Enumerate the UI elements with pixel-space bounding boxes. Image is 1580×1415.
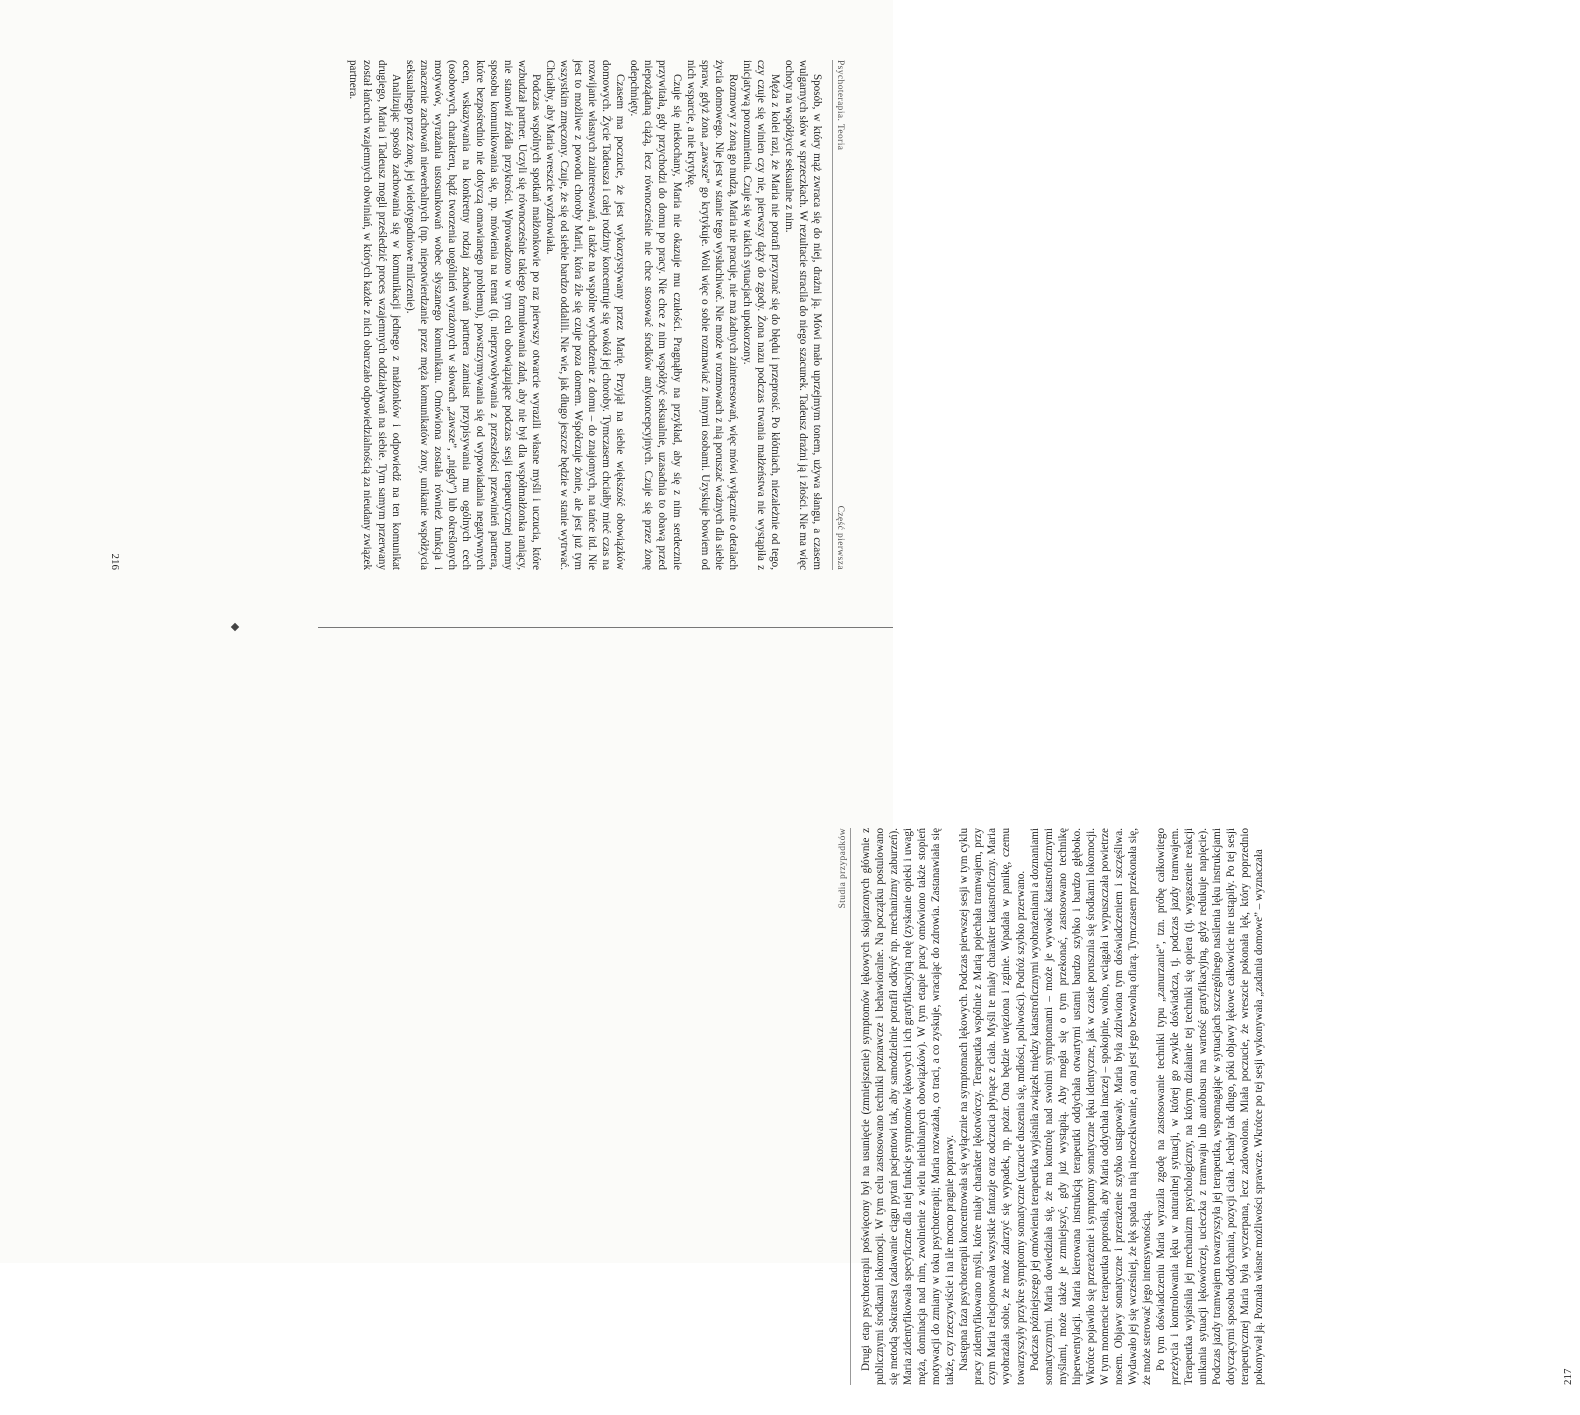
header-part-title: Część pierwsza — [835, 505, 845, 570]
paragraph: Analizując sposób zachowania się w komunikacji jednego z małżonków i odpowiedź na ten komunikat drugiego, Maria i Tadeusz mogli prześledzić proces wzajemnych oddziaływań na siebie. Tym samym przerwany został łańcuch wzajemnych obwiniań, w których każde z nich obarczało odpowiedzialnością za nieudany związek partnera. — [347, 60, 402, 570]
page-number: 217 — [1562, 1368, 1574, 1385]
paragraph: Męża z kolei razi, że Maria nie potrafi przyznać się do błędu i przeprosić. Po kłótniach, niezależnie od tego, czy czuje się winien czy nie, pierwszy dąży do zgody. Żona nazu podczas trwania małżeństwa nie wystąpiła z inicjatywą porozumienia. Czuje się w takich sytuacjach upokorzony. — [740, 60, 781, 570]
right-page — [790, 790, 1580, 1415]
paragraph: Czasem ma poczucie, że jest wykorzystywany przez Marię. Przyjął na siebie większość obowiązków domowych. Życie Tadeusza i całej rodziny koncentruje się wokół jej choroby. Tymczasem chciałby mieć czas na rozwijanie własnych zainteresowań, a także na wspólne wychodzenie z domu – do znajomych, na tańce itd. Nie jest to możliwe z powodu choroby Marii, która źle się czuje poza domem. Współczuje żonie, ale jest już tym wszystkim zmęczony. Czuje, że się od siebie bardzo oddalili. Nie wie, jak długo jeszcze będzie w stanie wytrwać. Chciałby, aby Maria wreszcie wyzdrowiała. — [544, 60, 627, 570]
running-header — [832, 60, 845, 570]
paragraph: Następna faza psychoterapii koncentrowała się wyłącznie na symptomach lękowych. Podczas pierwszej sesji w tym cyklu pracy zidentyfikowano myśli, które miały charakter lękotwórczy. Terapeutka wspólnie z Marią pojechała tramwajem, przy czym Maria relacjonowała wszystkie fantazje oraz odczucia płynące z ciała. Myśli te miały charakter katastroficzny. Maria wyobrażała sobie, że może zdarzyć się wypadek, np. pożar. Ona będzie uwięziona i zginie. Wpadała w panikę, czemu towarzyszyły przykre symptomy somatyczne (uczucie duszenia się, mdłości, poliwości). Podróż szybko przerwano. — [958, 828, 1027, 1385]
paragraph: Drugi etap psychoterapii poświęcony był na usunięcie (zmniejszenie) symptomów lękowych skojarzonych głównie z publicznymi środkami lokomocji. W tym celu zastosowano techniki poznawcze i behawioralne. Na początku postulowano się metodą Sokratesa (zadawanie ciągu pytań pacjentowi tak, aby samodzielnie potrafił odkryć np. mechanizmy zaburzeń). Maria zidentyfikowała specyficzne dla niej funkcje symptomów lękowych i ich gratyfikacyjną rolę (zyskanie opieki i uwagi męża, dominacja nad nim, zwolnienie z wielu nielubianych obowiązków). W tym etapie pracy omówiono także stopień motywacji do zmiany w toku psychoterapii; Maria rozważała, co traci, a co zyskuje, wracając do zdrowia. Zastanawiała się także, czy rzeczywiście i na ile mocno pragnie poprawy. — [860, 828, 957, 1385]
page-gutter — [0, 622, 893, 634]
scan-mark — [231, 623, 239, 631]
paragraph: Podczas późniejszego jej omówienia terapeutka wyjaśniła związek między katastroficznymi wyobrażeniami a doznaniami somatycznymi. Maria dowiedziała się, że ma kontrolę nad swoimi symptomami – może je wywołać katastroficznymi myślami, może także je zmniejszyć, gdy już wystąpią. Aby mogła się o tym przekonać, zastosowano technikę hiperwentylacji. Maria kierowana instrukcją terapeutki oddychała otwartymi ustami bardzo szybko i bardzo głęboko. Wkrótce pojawiło się przerażenie i symptomy somatyczne lęku identyczne, jak w czasie porusznia się środkami lokomocji. W tym momencie terapeutka poprosiła, aby Maria oddychała inaczej – spokojnie, wolno, wciągała i wypuszczała powietrze nosem. Objawy somatyczne i przerażenie szybko ustąpowały. Maria była zdziwiona tym doświadczeniem i szczęśliwa. Wydawało jej się wcześniej, że lęk spada na nią nieoczekiwanie, a ona jest jego bezwolną ofiarą. Tymczasem przekonała się, że może sterować jego intensywnością. — [1028, 828, 1153, 1385]
gutter-line — [318, 627, 893, 628]
paragraph: Czuje się niekochany, Maria nie okazuje mu czułości. Pragnąłby na przykład, aby się z nim serdecznie przywitała, gdy przychodzi do domu po pracy. Nie chce z nim współżyć seksualnie, uzasadnia to obawą przed niepożądaną ciążą, lecz równocześnie nie chce stosować środków antykoncepcyjnych. Czuje się przez żonę odepchnięty. — [628, 60, 683, 570]
paragraph: Rozmowy z żoną go nudzą, Maria nie pracuje, nie ma żadnych zainteresowań, więc mówi wyłącznie o detalach życia domowego. Nie jest w stanie tego wysłuchiwać. Nie może w rozmowach z nią poruszać ważnych dla siebie spraw, gdyż żona „zawsze” go krytykuje. Woli więc o sobie rozmawiać z innymi osobami. Uzyskuje bowiem od nich wsparcie, a nie krytykę. — [684, 60, 739, 570]
page-number: 216 — [109, 553, 121, 570]
paragraph: Po tym doświadczeniu Maria wyraziła zgodę na zastosowanie techniki typu „zanurzanie”, tzn. próbę całkowitego przeżycia i kontrolowania lęku w naturalnej sytuacji, w której go zwykle doświadcza, tj. podczas jazdy tramwajem. Terapeutka wyjaśniła jej mechanizm psychologiczny, na którym działanie tej techniki się opiera (tj. wygaszenie reakcji unikania sytuacji lękowórczej, ucieczka z tramwaju lub autobusu ma wartość gratyfikacyjną, gdyż redukuje napięcie). Podczas jazdy tramwajem towarzyszyła jej terapeutka, wspomagając w sytuacjach szczególnego nasilenia lęku instrukcjami dotyczącymi sposobu oddychania, pozycji ciała. Jechały tak długo, póki objawy lękowe całkowicie nie ustąpiły. Po tej sesji terapeutycznej Maria była wyczerpana, lecz zadowolona. Miała poczucie, że wreszcie pokonała lęk, który poprzednio pokonywał ją. Poznała własne możliwości sprawcze. Wkrótce po tej sesji wykonywała „zadania domowe” – wyznaczała — [1154, 828, 1266, 1385]
paragraph: Podczas wspólnych spotkań małżonkowie po raz pierwszy otwarcie wyrazili własne myśli i uczucia, które wzbudzał partner. Uczyli się równocześnie takiego formułowania zdań, aby nie był dla współmałżonka raniący, nie stanowił źródła przykrości. Wprowadzono w tym celu obowiązujące podczas sesji terapeutycznej normy sposobu komunikowania się, np. mówienia na temat (tj. nieprzywoływania z przeszłości przewinień partnera, które bezpośrednio nie dotyczą omawianego problemu), powstrzymywania się od wypowiadania negatywnych ocen, wskazywania na konkretny rodzaj zachowań partnera zamiast przypisywania mu ogólnych cech (osobowych, charakteru, bądź tworzenia uogólnień wyrażonych w słowach „zawsze”, „nigdy”) lub określonych motywów, wyrażania ustosunkowań wobec słyszanego komunikatu. Omówiona została również funkcja i znaczenie zachowań niewerbalnych (np. niepotwierdzanie przez męża komunikatów żony, unikanie współżycia seksualnego przez żonę, jej wielotygodniowe milczenie). — [403, 60, 543, 570]
paragraph: Sposób, w który mąż zwraca się do niej, drażni ją. Mówi mało uprzejmym tonem, używa słangu, a czasem wulgarnych słów w sprzeczkach. W rezultacie stracila do niego szacunek. Tadeusz drażni ją i złości. Nie ma więc ochoty na współżycie seksualne z nim. — [782, 60, 823, 570]
running-header — [838, 828, 851, 1385]
header-section-title: Studia przypadków — [838, 828, 848, 909]
header-book-title: Psychoterapia. Teoria — [835, 60, 845, 151]
left-page — [103, 0, 893, 600]
